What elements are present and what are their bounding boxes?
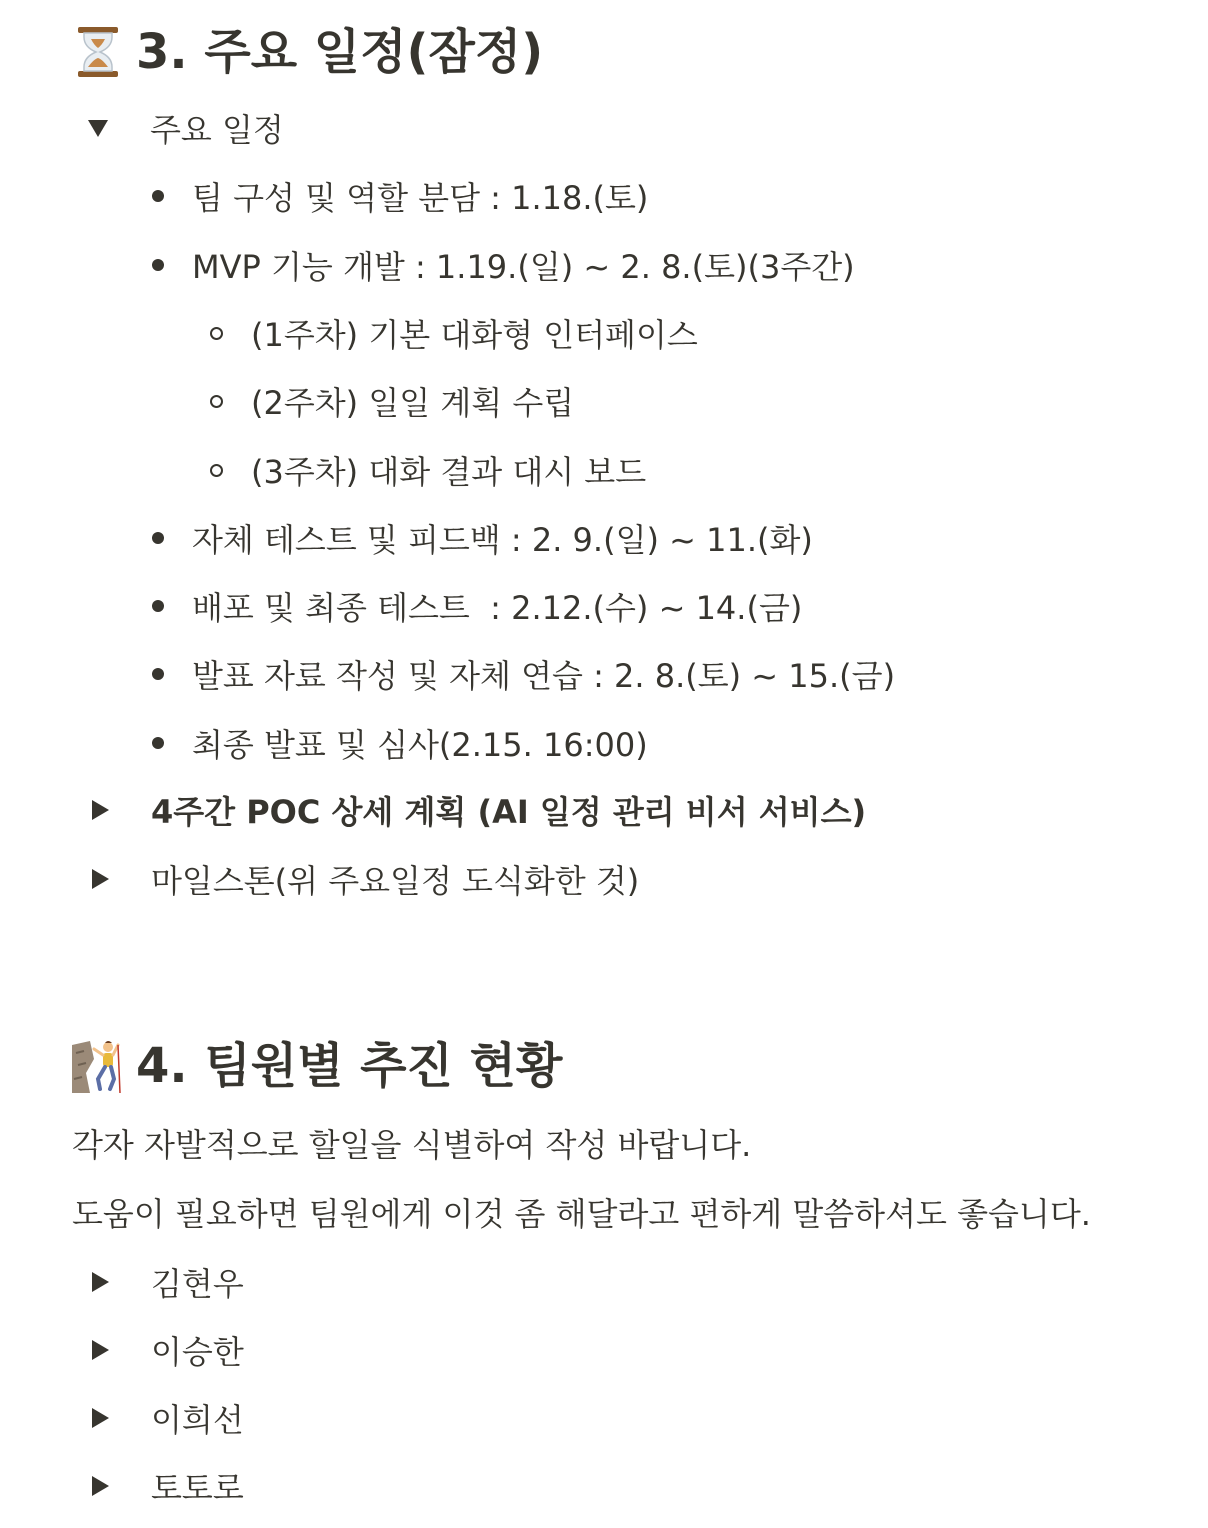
toggle-collapsed-icon[interactable] [92, 800, 109, 820]
paragraph: 각자 자발적으로 할일을 식별하여 작성 바랍니다. [72, 1126, 752, 1164]
list-item [142, 518, 813, 558]
list-item [142, 245, 855, 285]
toggle-label: 이승한 [151, 1333, 244, 1371]
list-item-text: 자체 테스트 및 피드백 : 2. 9.(일) ~ 11.(화) [192, 521, 813, 559]
toggle-member[interactable] [72, 1466, 244, 1506]
list-item-text: 팀 구성 및 역할 분담 : 1.18.(토) [192, 179, 649, 217]
list-item-text: MVP 기능 개발 : 1.19.(일) ~ 2. 8.(토)(3주간) [192, 248, 855, 286]
section-3-heading [72, 22, 543, 82]
list-item [142, 654, 895, 694]
list-item [142, 723, 648, 763]
toggle-label: 주요 일정 [150, 111, 284, 149]
paragraph: 도움이 필요하면 팀원에게 이것 좀 해달라고 편하게 말씀하셔도 좋습니다. [72, 1195, 1091, 1233]
toggle-member[interactable] [72, 1262, 244, 1302]
sub-list-item [202, 381, 574, 421]
section-3-title: 3. 주요 일정(잠정) [136, 24, 544, 80]
toggle-collapsed-icon[interactable] [92, 1272, 109, 1292]
list-item-text: 발표 자료 작성 및 자체 연습 : 2. 8.(토) ~ 15.(금) [192, 657, 896, 695]
hollow-bullet-icon [210, 464, 223, 477]
toggle-label: 토토로 [151, 1469, 244, 1507]
list-item [142, 586, 802, 626]
toggle-collapsed-icon[interactable] [92, 1340, 109, 1360]
sub-list-item [202, 313, 698, 353]
bullet-icon [152, 737, 164, 749]
bullet-icon [152, 259, 164, 271]
bullet-icon [152, 600, 164, 612]
toggle-collapsed-icon[interactable] [92, 869, 109, 889]
section-4-title: 4. 팀원별 추진 현황 [136, 1038, 563, 1094]
bullet-icon [152, 668, 164, 680]
hollow-bullet-icon [210, 395, 223, 408]
toggle-milestone[interactable] [72, 859, 639, 899]
toggle-collapsed-icon[interactable] [92, 1408, 109, 1428]
sub-list-item-text: (3주차) 대화 결과 대시 보드 [251, 453, 647, 491]
sub-list-item-text: (1주차) 기본 대화형 인터페이스 [251, 316, 698, 354]
toggle-member[interactable] [72, 1330, 244, 1370]
list-item-text: 최종 발표 및 심사(2.15. 16:00) [192, 726, 648, 764]
toggle-poc-plan[interactable] [72, 790, 866, 830]
sub-list-item [202, 450, 646, 490]
bullet-icon [152, 190, 164, 202]
climber-icon [72, 1039, 124, 1093]
toggle-main-schedule[interactable] [72, 108, 284, 148]
list-item [142, 176, 648, 216]
section-4-heading [72, 1036, 562, 1096]
toggle-label: 김현우 [151, 1265, 244, 1303]
list-item-text: 배포 및 최종 테스트 : 2.12.(수) ~ 14.(금) [192, 589, 803, 627]
toggle-expanded-icon[interactable] [88, 120, 108, 137]
toggle-label: 4주간 POC 상세 계획 (AI 일정 관리 비서 서비스) [151, 793, 867, 831]
hourglass-icon [72, 25, 124, 79]
toggle-label: 마일스톤(위 주요일정 도식화한 것) [151, 862, 640, 900]
sub-list-item-text: (2주차) 일일 계획 수립 [251, 384, 575, 422]
toggle-label: 이희선 [151, 1401, 244, 1439]
hollow-bullet-icon [210, 327, 223, 340]
toggle-member[interactable] [72, 1398, 244, 1438]
bullet-icon [152, 532, 164, 544]
toggle-collapsed-icon[interactable] [92, 1476, 109, 1496]
